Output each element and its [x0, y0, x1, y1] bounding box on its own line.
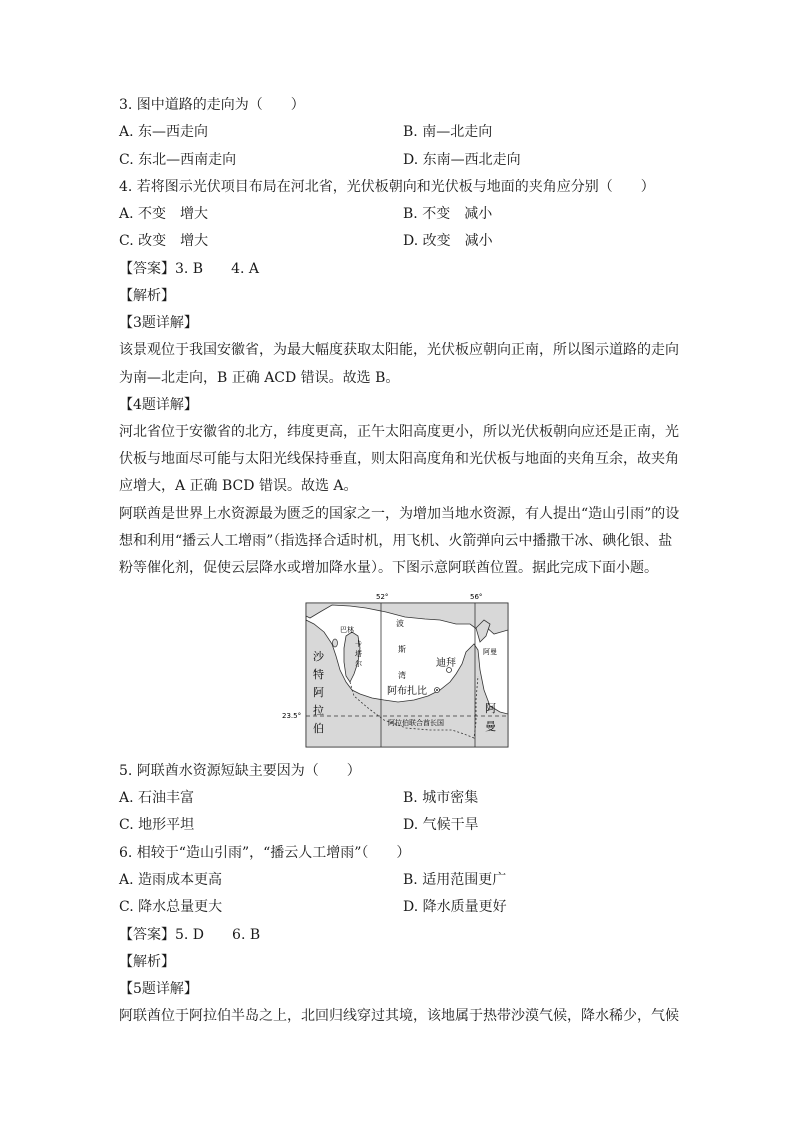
q6-option-a: A. 造雨成本更高: [119, 872, 223, 888]
longitude-56-label: 56°: [470, 593, 483, 601]
detail-4-heading: 【4题详解】: [119, 397, 198, 413]
detail-4-line: 应增大，A 正确 BCD 错误。故选 A。: [119, 478, 358, 494]
answer-block-2: 【答案】5. D 6. B: [119, 927, 261, 943]
q4-option-a: A. 不变 增大: [119, 206, 209, 222]
saudi-label-4: 拉: [313, 704, 324, 717]
abu-dhabi-label: 阿布扎比: [387, 686, 427, 697]
abu-dhabi-marker-dot: [436, 689, 438, 691]
q6-option-d: D. 降水质量更好: [403, 899, 507, 915]
q3-option-a: A. 东—西走向: [119, 124, 209, 140]
oman-label-1: 阿: [485, 702, 496, 715]
q3-option-c: C. 东北—西南走向: [119, 152, 237, 168]
qatar-label-2: 塔: [355, 650, 362, 658]
saudi-label-5: 伯: [313, 722, 324, 735]
q5-option-b: B. 城市密集: [403, 790, 479, 806]
q4-option-b: B. 不变 减小: [403, 206, 493, 222]
q6-option-b: B. 适用范围更广: [403, 872, 507, 888]
latitude-label: 23.5°: [282, 712, 302, 720]
gulf-label-3: 湾: [398, 671, 406, 680]
q6-option-c: C. 降水总量更大: [119, 899, 223, 915]
longitude-52-label: 52°: [376, 593, 389, 601]
intro-line: 阿联酋是世界上水资源最为匮乏的国家之一，为增加当地水资源，有人提出“造山引雨”的设: [119, 506, 680, 522]
detail-5-line: 阿联酋位于阿拉伯半岛之上，北回归线穿过其境，该地属于热带沙漠气候，降水稀少，气候: [119, 1008, 679, 1024]
q6-stem: 6. 相较于“造山引雨”，“播云人工增雨”（ ）: [119, 845, 411, 861]
analysis-heading-1: 【解析】: [119, 288, 175, 304]
q3-option-d: D. 东南—西北走向: [403, 152, 521, 168]
detail-5-heading: 【5题详解】: [119, 981, 198, 997]
q4-stem: 4. 若将图示光伏项目布局在河北省，光伏板朝向和光伏板与地面的夹角应分别（ ）: [119, 179, 655, 195]
q5-option-a: A. 石油丰富: [119, 790, 195, 806]
qatar-label-3: 尔: [355, 660, 362, 668]
dubai-label: 迪拜: [436, 658, 456, 669]
answer-block-1: 【答案】3. B 4. A: [119, 261, 260, 277]
gulf-label-2: 斯: [398, 645, 406, 654]
q5-stem: 5. 阿联酋水资源短缺主要因为（ ）: [119, 763, 361, 779]
analysis-heading-2: 【解析】: [119, 954, 175, 970]
uae-label: 阿拉伯联合酋长国: [388, 719, 444, 727]
detail-3-line: 该景观位于我国安徽省，为最大幅度获取太阳能，光伏板应朝向正南，所以图示道路的走向: [119, 342, 679, 358]
saudi-label-1: 沙: [313, 650, 324, 663]
bahrain-label: 巴林: [340, 626, 354, 634]
bahrain-island: [333, 639, 338, 647]
detail-3-heading: 【3题详解】: [119, 315, 198, 331]
intro-line: 想和利用“播云人工增雨”（指选择合适时机，用飞机、火箭弹向云中播撒干冰、碘化银、盐: [119, 533, 673, 549]
qatar-label-1: 卡: [355, 640, 362, 648]
q3-option-b: B. 南—北走向: [403, 124, 493, 140]
saudi-label-2: 特: [313, 668, 324, 681]
oman-small-label: 阿曼: [483, 648, 497, 656]
uae-location-map: [280, 590, 512, 750]
detail-3-line: 为南—北走向，B 正确 ACD 错误。故选 B。: [119, 370, 400, 386]
q5-option-d: D. 气候干旱: [403, 817, 479, 833]
detail-4-line: 伏板与地面尽可能与太阳光线保持垂直，则太阳高度角和光伏板与地面的夹角互余，故夹角: [119, 451, 679, 467]
q3-stem: 3. 图中道路的走向为（ ）: [119, 97, 305, 113]
detail-4-line: 河北省位于安徽省的北方，纬度更高，正午太阳高度更小，所以光伏板朝向应还是正南，光: [119, 424, 679, 440]
q4-option-c: C. 改变 增大: [119, 233, 209, 249]
intro-line: 粉等催化剂，促使云层降水或增加降水量）。下图示意阿联酋位置。据此完成下面小题。: [119, 560, 658, 576]
q4-option-d: D. 改变 减小: [403, 233, 493, 249]
q5-option-c: C. 地形平坦: [119, 817, 195, 833]
gulf-label-1: 波: [396, 619, 404, 628]
saudi-label-3: 阿: [313, 686, 324, 699]
oman-label-2: 曼: [485, 720, 496, 733]
